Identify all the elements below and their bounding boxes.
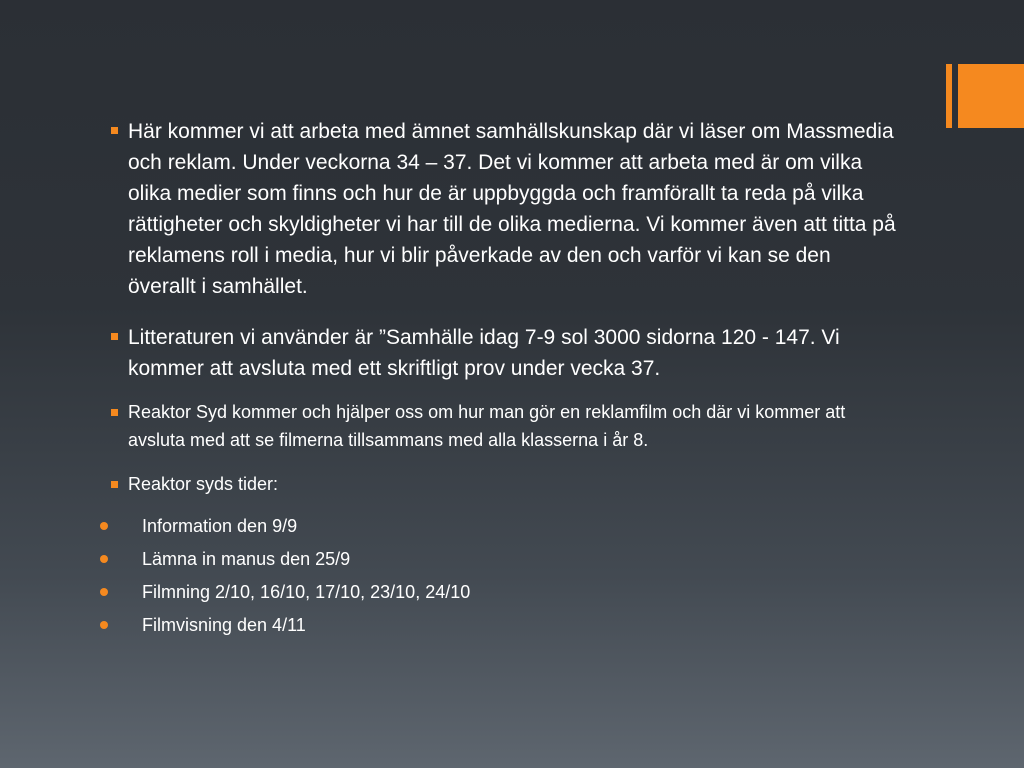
- square-bullet-icon: [111, 409, 118, 416]
- square-bullet-icon: [111, 333, 118, 340]
- schedule-item: [100, 576, 900, 609]
- schedule-text: Filmvisning den 4/11: [142, 615, 306, 635]
- accent-bar-thick: [958, 64, 1024, 128]
- round-bullet-icon: [100, 588, 108, 596]
- bullet-item-intro: [110, 116, 900, 302]
- schedule-text: Information den 9/9: [142, 516, 298, 536]
- square-bullet-icon: [111, 127, 118, 134]
- schedule-item: [100, 543, 900, 576]
- accent-bar-thin: [946, 64, 952, 128]
- schedule-item: [100, 510, 900, 543]
- bullet-text: Här kommer vi att arbeta med ämnet samhällskunskap där vi läser om Massmedia och reklam. Under veckorna 34 – 37. Det vi kommer att arbeta med är om vilka olika medier som finns och hur de är uppbyggda och framförallt ta reda på vilka rättigheter och skyldigheter vi har till de olika medierna. Vi kommer även att titta på reklamens roll i media, hur vi blir påverkade av den och varför vi kan se den överallt i samhället.: [128, 120, 896, 298]
- bullet-item-literature: [110, 322, 900, 384]
- round-bullet-icon: [100, 522, 108, 530]
- bullet-text: Litteraturen vi använder är ”Samhälle idag 7-9 sol 3000 sidorna 120 - 147. Vi kommer att avsluta med ett skriftligt prov under vecka 37.: [128, 326, 840, 380]
- schedule-item: [100, 609, 900, 642]
- bullet-text: Reaktor syds tider:: [128, 474, 279, 494]
- bullet-text: Reaktor Syd kommer och hjälper oss om hur man gör en reklamfilm och där vi kommer att avsluta med att se filmerna tillsammans med alla klasserna i år 8.: [128, 402, 846, 450]
- round-bullet-icon: [100, 555, 108, 563]
- round-bullet-icon: [100, 621, 108, 629]
- schedule-list: [100, 510, 900, 642]
- square-bullet-icon: [111, 481, 118, 488]
- schedule-text: Filmning 2/10, 16/10, 17/10, 23/10, 24/10: [142, 582, 471, 602]
- bullet-item-schedule-heading: [110, 470, 900, 498]
- bullet-item-reaktor-syd: [110, 398, 900, 454]
- slide-content: [110, 116, 900, 642]
- schedule-text: Lämna in manus den 25/9: [142, 549, 351, 569]
